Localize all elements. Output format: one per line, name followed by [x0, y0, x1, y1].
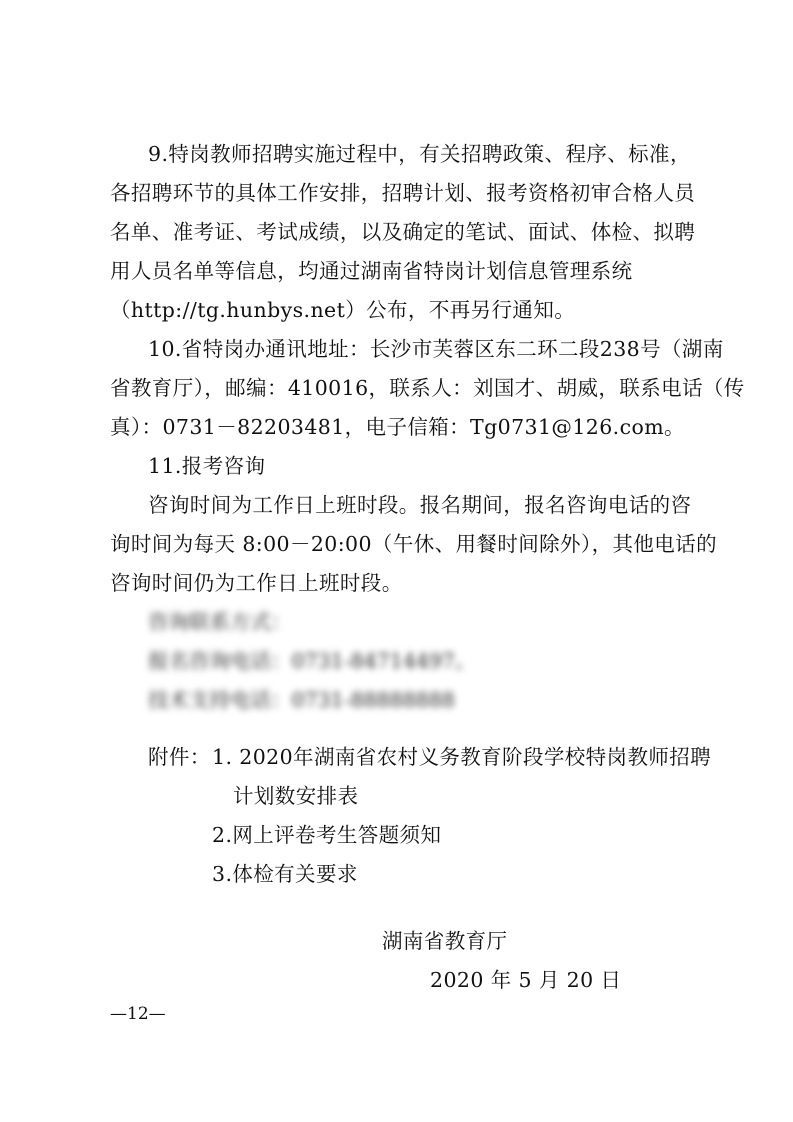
section-heading: 11.报考咨询 — [148, 454, 266, 478]
paragraph-line: 10.省特岗办通讯地址：长沙市芙蓉区东二环二段238号（湖南 — [148, 337, 724, 361]
paragraph-line: 9.特岗教师招聘实施过程中，有关招聘政策、程序、标准， — [148, 142, 691, 166]
issue-date: 2020 年 5 月 20 日 — [430, 968, 622, 992]
issuing-organization: 湖南省教育厅 — [382, 929, 508, 953]
paragraph-line: 咨询时间为工作日上班时段。报名期间，报名咨询电话的咨 — [148, 493, 692, 517]
paragraph-line: 名单、准考证、考试成绩，以及确定的笔试、面试、体检、拟聘 — [110, 220, 696, 244]
paragraph-line: （http://tg.hunbys.net）公布，不再另行通知。 — [110, 298, 576, 322]
paragraph-line: 用人员名单等信息，均通过湖南省特岗计划信息管理系统 — [110, 259, 633, 283]
blurred-contact-line: 技术支持电话：0731-88888888 — [148, 688, 455, 712]
attachment-item-continued: 计划数安排表 — [233, 784, 359, 808]
paragraph-line: 各招聘环节的具体工作安排，招聘计划、报考资格初审合格人员 — [110, 181, 696, 205]
attachment-item: 3.体检有关要求 — [212, 862, 358, 886]
page-number: —12— — [110, 1004, 166, 1024]
attachment-item: 2.网上评卷考生答题须知 — [212, 823, 442, 847]
attachments-label: 附件： — [148, 745, 211, 769]
blurred-contact-line: 报名咨询电话：0731-84714497。 — [148, 649, 476, 673]
paragraph-line: 询时间为每天 8:00－20:00（午休、用餐时间除外），其他电话的 — [110, 532, 717, 556]
attachment-item: 1. 2020年湖南省农村义务教育阶段学校特岗教师招聘 — [212, 745, 712, 769]
paragraph-line: 咨询时间仍为工作日上班时段。 — [110, 571, 403, 595]
paragraph-line: 真）：0731－82203481，电子信箱：Tg0731@126.com。 — [110, 415, 685, 439]
paragraph-line: 省教育厅），邮编：410016，联系人：刘国才、胡威，联系电话（传 — [110, 376, 745, 400]
blurred-contact-heading: 咨询联系方式： — [148, 610, 292, 634]
